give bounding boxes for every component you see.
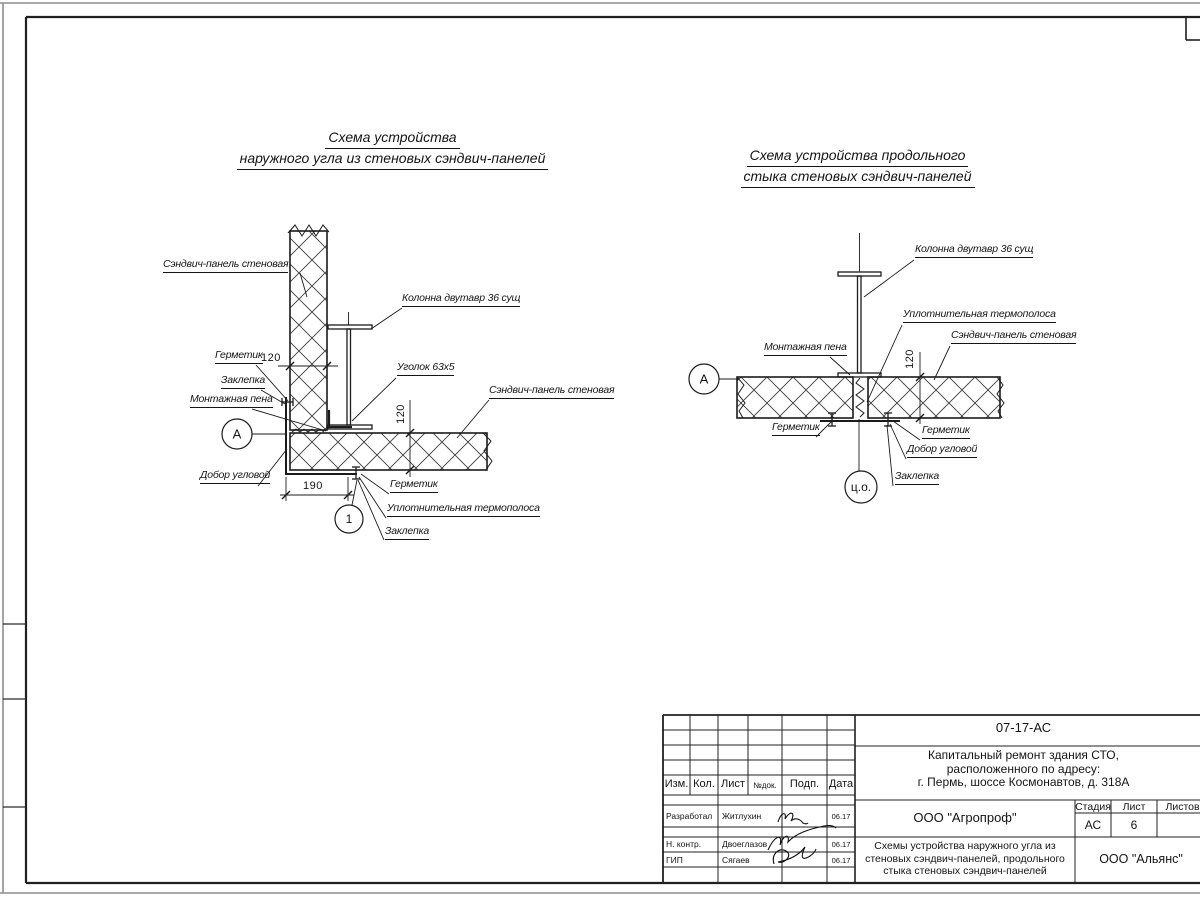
project-line1: Капитальный ремонт здания СТО, bbox=[928, 748, 1119, 762]
axis-marker-a-left: А bbox=[232, 426, 242, 442]
signature-nkontr bbox=[768, 826, 836, 850]
sheet-label: Лист bbox=[1122, 801, 1146, 813]
label-sealant-left-r: Герметик bbox=[772, 422, 820, 436]
label-corner-trim: Добор угловой bbox=[200, 470, 270, 484]
row2-role: Н. контр. bbox=[666, 839, 702, 849]
doc-title-line2: стеновых сэндвич-панелей, продольного bbox=[865, 852, 1065, 865]
center-marker-co: ц.о. bbox=[850, 480, 872, 494]
label-rivet-r: Заклепка bbox=[895, 471, 939, 485]
signatures bbox=[768, 813, 836, 864]
label-column: Колонна двутавр 36 сущ bbox=[402, 293, 520, 307]
label-panel-r: Сэндвич-панель стеновая bbox=[951, 330, 1076, 344]
left-title-line2: наружного угла из стеновых сэндвич-панелей bbox=[237, 149, 549, 170]
dim-120-right: 120 bbox=[395, 404, 407, 424]
right-title-line2: стыка стеновых сэндвич-панелей bbox=[741, 167, 975, 188]
col-header-kol: Кол. bbox=[693, 778, 715, 790]
label-column-r: Колонна двутавр 36 сущ bbox=[915, 244, 1033, 258]
dim-120-right-diagram: 120 bbox=[904, 349, 916, 369]
left-title-line1: Схема устройства bbox=[325, 128, 459, 149]
col-header-ndok: №док. bbox=[753, 781, 777, 790]
row1-date: 06.17 bbox=[831, 812, 851, 821]
project-name bbox=[857, 749, 1190, 790]
row3-name: Сягаев bbox=[722, 855, 750, 865]
col-header-izm: Изм. bbox=[664, 778, 689, 790]
label-sealant-top: Герметик bbox=[215, 350, 263, 364]
detail-marker-1: 1 bbox=[345, 512, 353, 526]
row2-date: 06.17 bbox=[831, 840, 851, 849]
sheet-value: 6 bbox=[1130, 818, 1138, 832]
doc-title-line1: Схемы устройства наружного угла из bbox=[874, 840, 1056, 852]
dim-190: 190 bbox=[303, 480, 323, 492]
label-panel-top: Сэндвич-панель стеновая bbox=[163, 259, 288, 273]
project-line3: г. Пермь, шоссе Космонавтов, д. 318А bbox=[917, 775, 1130, 789]
label-sealant-right-r: Герметик bbox=[922, 425, 970, 439]
label-rivet-bottom: Заклепка bbox=[385, 526, 429, 540]
left-diagram-title bbox=[225, 128, 560, 170]
row1-name: Житлухин bbox=[722, 811, 762, 821]
dim-120-top: 120 bbox=[261, 352, 281, 364]
label-corner-trim-r: Добор угловой bbox=[907, 444, 977, 458]
stage-value: АС bbox=[1084, 818, 1102, 832]
doc-title-line3: стыка стеновых сэндвич-панелей bbox=[883, 865, 1047, 877]
corner-box bbox=[1186, 18, 1200, 40]
col-header-data: Дата bbox=[828, 778, 854, 790]
sheets-label: Листов bbox=[1165, 801, 1200, 813]
company-name: ООО "Альянс" bbox=[1099, 852, 1183, 866]
signature-gip bbox=[773, 847, 816, 864]
col-header-list: Лист bbox=[721, 778, 745, 790]
label-rivet-top: Заклепка bbox=[221, 375, 265, 389]
col-header-podp: Подп. bbox=[789, 778, 820, 790]
label-angle: Уголок 63х5 bbox=[397, 362, 454, 376]
doc-number: 07-17-АС bbox=[995, 720, 1052, 735]
label-foam-r: Монтажная пена bbox=[764, 342, 847, 356]
right-diagram-linework bbox=[689, 233, 1004, 503]
row1-role: Разработал bbox=[666, 811, 713, 821]
stage-label: Стадия bbox=[1075, 801, 1111, 813]
row2-name: Двоеглазов bbox=[722, 839, 768, 849]
label-thermal-strip: Уплотнительная термополоса bbox=[387, 503, 540, 517]
label-thermal-strip-r: Уплотнительная термополоса bbox=[903, 309, 1056, 323]
axis-marker-a-right: А bbox=[699, 371, 709, 387]
right-title-line1: Схема устройства продольного bbox=[747, 146, 969, 167]
margin-boxes bbox=[3, 624, 26, 807]
project-line2: расположенного по адресу: bbox=[946, 761, 1101, 776]
right-diagram-title bbox=[715, 146, 1000, 188]
label-sealant-bottom: Герметик bbox=[390, 479, 438, 493]
row3-date: 06.17 bbox=[831, 856, 851, 865]
label-foam: Монтажная пена bbox=[190, 394, 273, 408]
doc-title bbox=[857, 840, 1073, 878]
org-name: ООО "Агропроф" bbox=[913, 810, 1017, 825]
label-panel-right: Сэндвич-панель стеновая bbox=[489, 385, 614, 399]
row3-role: ГИП bbox=[666, 855, 683, 865]
